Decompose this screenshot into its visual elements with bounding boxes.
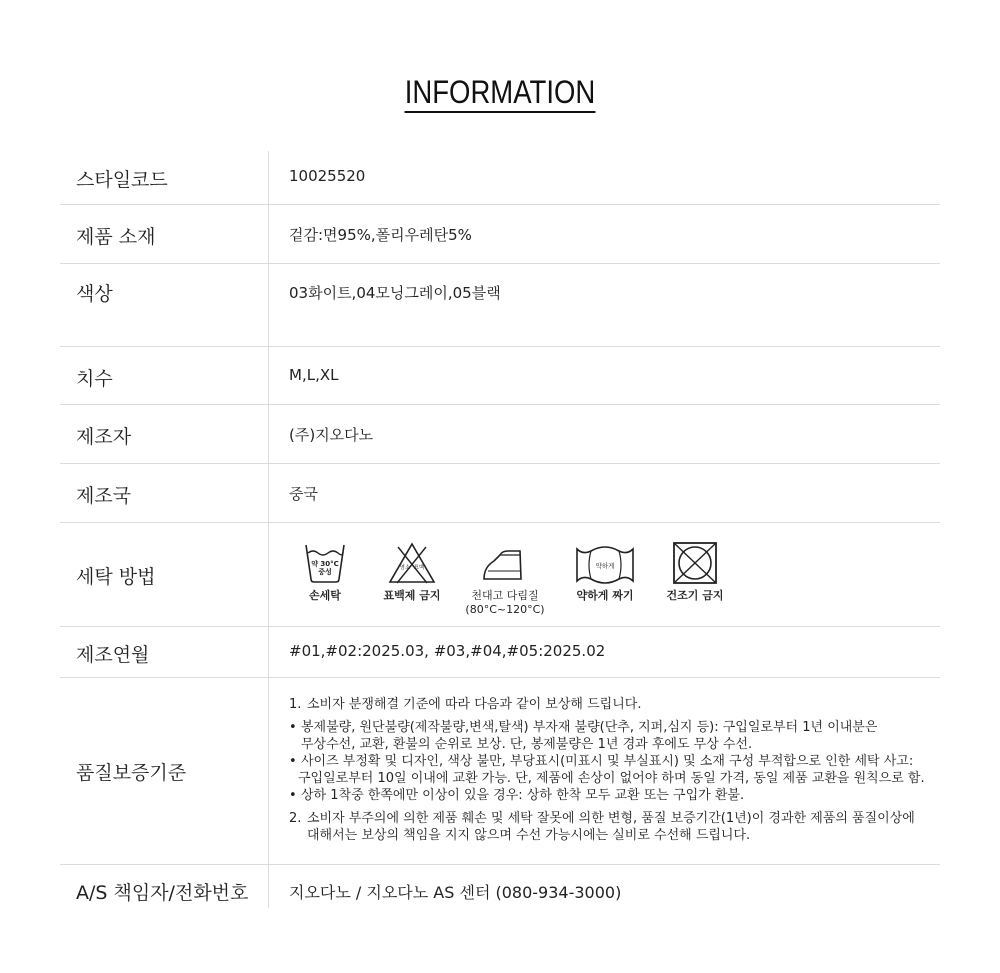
no-bleach-text: 염소 — [399, 565, 411, 571]
hand-wash-icon — [303, 541, 347, 585]
bullet-1: • — [289, 720, 297, 735]
care-item-no-bleach — [372, 541, 452, 603]
info-table — [60, 151, 940, 913]
quality-bullet-1a: 봉제불량, 원단불량(제작불량,변색,탈색) 부자재 불량(단추, 지퍼,심지 등): 구입일로부터 1년 이내분은 — [301, 720, 878, 735]
care-item-gentle-wring — [565, 541, 645, 603]
page-title: INFORMATION — [70, 74, 930, 113]
row-maker — [60, 405, 940, 464]
country-label: 제조국 — [76, 485, 132, 507]
maker-label: 제조자 — [76, 426, 132, 448]
material-label: 제품 소재 — [76, 226, 156, 248]
as-value: 지오다노 / 지오다노 AS 센터 (080-934-3000) — [289, 883, 622, 902]
quality-item-1: 소비자 분쟁해결 기준에 따라 다음과 같이 보상해 드립니다. — [307, 697, 642, 712]
as-label: A/S 책임자/전화번호 — [76, 882, 249, 904]
material-value: 겉감:면95%,폴리우레탄5% — [289, 226, 472, 244]
row-material — [60, 205, 940, 264]
quality-text — [289, 696, 939, 844]
style-code-label: 스타일코드 — [76, 169, 168, 191]
care-item-no-tumble-dry — [655, 541, 735, 603]
quality-bullet-3: 상하 1착중 한쪽에만 이상이 있을 경우: 상하 한착 모두 교환 또는 구입가 환불. — [301, 788, 745, 803]
iron-icon — [480, 541, 530, 585]
quality-bullet-2a: 사이즈 부정확 및 디자인, 색상 불만, 부당표시(미표시 및 부실표시) 및 소재 구성 부적합으로 인한 세탁 사고: — [301, 754, 914, 769]
no-bleach-caption: 표백제 금지 — [383, 589, 441, 602]
gentle-wring-text: 약하게 — [595, 562, 615, 570]
quality-item-2a: 소비자 부주의에 의한 제품 훼손 및 세탁 잘못에 의한 변형, 품질 보증기간(1년)이 경과한 제품의 품질이상에 — [307, 811, 915, 826]
row-country — [60, 464, 940, 523]
no-tumble-dry-caption: 건조기 금지 — [666, 589, 724, 602]
iron-caption: 천대고 다림질 — [471, 589, 539, 602]
country-value: 중국 — [289, 485, 318, 503]
quality-bullet-1b: 무상수선, 교환, 환불의 순위로 보상. 단, 봉제불량은 1년 경과 후에도 무상 수선. — [301, 737, 753, 752]
quality-bullet-2b: 구입일로부터 10일 이내에 교환 가능. 단, 제품에 손상이 없어야 하며 동일 가격, 동일 제품 교환을 원칙으로 함. — [298, 771, 925, 786]
care-item-iron — [465, 541, 545, 617]
quality-label: 품질보증기준 — [76, 762, 187, 784]
date-value: #01,#02:2025.03, #03,#04,#05:2025.02 — [289, 642, 606, 660]
no-bleach-text-2: 표백 — [413, 565, 425, 571]
maker-value: (주)지오다노 — [289, 426, 374, 444]
iron-caption-temp: (80°C~120°C) — [465, 603, 545, 616]
color-value: 03화이트,04모닝그레이,05블랙 — [289, 284, 501, 302]
size-label: 치수 — [76, 368, 113, 390]
style-code-value: 10025520 — [289, 167, 366, 185]
hand-wash-text-2: 중성 — [318, 568, 332, 576]
bullet-3: • — [289, 788, 297, 803]
row-as — [60, 865, 940, 913]
quality-item-1-number: 1. — [289, 697, 302, 712]
row-wash — [60, 523, 940, 627]
gentle-wring-icon — [575, 541, 635, 585]
row-style-code — [60, 151, 940, 205]
row-color — [60, 264, 940, 347]
care-item-hand-wash — [285, 541, 365, 603]
hand-wash-caption: 손세탁 — [309, 589, 341, 602]
size-value: M,L,XL — [289, 366, 339, 384]
gentle-wring-caption: 약하게 짜기 — [576, 589, 634, 602]
date-label: 제조연월 — [76, 644, 150, 666]
hand-wash-text: 약 30°C — [311, 560, 339, 568]
wash-label: 세탁 방법 — [76, 566, 156, 588]
no-bleach-icon — [387, 541, 437, 585]
row-date — [60, 627, 940, 678]
color-label: 색상 — [76, 283, 113, 305]
row-quality — [60, 678, 940, 865]
quality-item-2-number: 2. — [289, 811, 302, 826]
row-size — [60, 347, 940, 405]
no-tumble-dry-icon — [672, 541, 718, 585]
bullet-2: • — [289, 754, 297, 769]
quality-item-2b: 대해서는 보상의 책임을 지지 않으며 수선 가능시에는 실비로 수선해 드립니다. — [307, 828, 751, 843]
